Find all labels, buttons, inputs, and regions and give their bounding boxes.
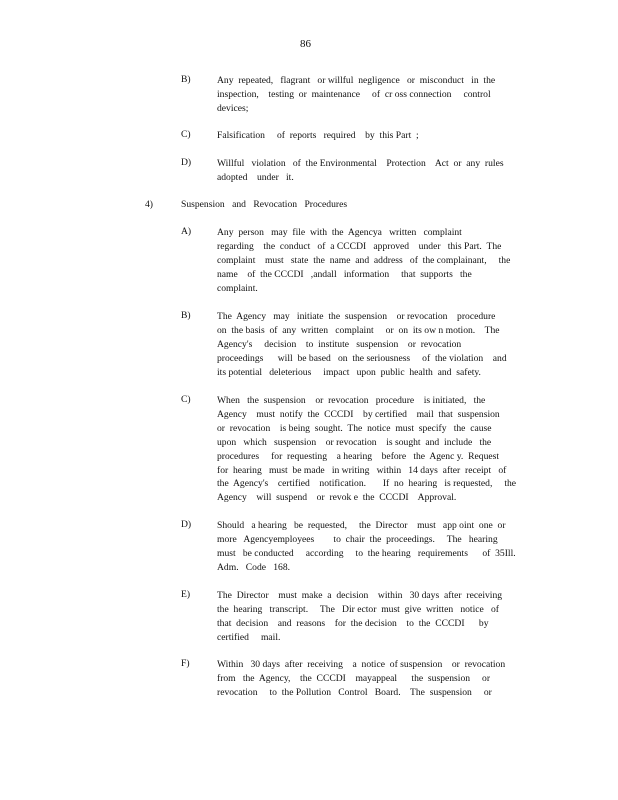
item-text [217,519,537,575]
text-line: Falsification of reports required by this Part ; [217,130,419,141]
item-text [217,589,537,645]
text-line: complaint must state the name and address of the complainant, the [217,254,511,266]
item-label: A) [181,226,192,237]
text-line: devices; [217,102,249,114]
text-line: from the Agency, the CCCDI mayappeal the suspension or [217,672,491,684]
text-line: the hearing transcript. The Dir ector must give written notice of [217,603,499,615]
text-line: its potential deleterious impact upon public health and safety. [217,366,481,378]
text-line: inspection, testing or maintenance of cr oss connection control [217,88,491,100]
item-label: C) [181,394,191,405]
item-text [217,310,537,380]
item-text [217,157,537,185]
text-line: Any repeated, flagrant or willful negligence or misconduct in the [217,75,496,86]
section-title: Suspension and Revocation Procedures [181,199,348,210]
text-line: the Agency's certified notification. If no hearing is requested, the [217,478,517,490]
item-text [217,658,537,700]
item-text [217,226,537,296]
section-label: 4) [145,199,153,210]
text-line: more Agencyemployees to chair the proceedings. The hearing [217,533,498,545]
text-line: complaint. [217,282,258,294]
item-label: B) [181,74,191,85]
text-line: The Director must make a decision within 30 days after receiving [217,590,503,601]
text-line: must be conducted according to the hearing requirements of 35Ill. [217,547,516,559]
text-line: for hearing must be made in writing within 14 days after receipt of [217,464,507,476]
text-line: upon which suspension or revocation is sought and include the [217,436,492,448]
text-line: regarding the conduct of a CCCDI approved under this Part. The [217,240,502,252]
text-line: Agency's decision to institute suspension or revocation [217,338,462,350]
text-line: that decision and reasons for the decision to the CCCDI by [217,617,489,629]
text-line: certified mail. [217,631,281,643]
text-line: or revocation is being sought. The notice must specify the cause [217,422,492,434]
item-label: F) [181,658,190,669]
text-line: Willful violation of the Environmental Protection Act or any rules [217,158,504,169]
text-line: proceedings will be based on the seriousness of the violation and [217,352,507,364]
text-line: Adm. Code 168. [217,561,291,573]
text-line: The Agency may initiate the suspension or revocation procedure [217,311,496,322]
text-line: name of the CCCDI ,andall information that supports the [217,268,472,280]
text-line: Agency must notify the CCCDI by certified mail that suspension [217,408,500,420]
item-label: D) [181,519,192,530]
item-text [217,394,537,505]
text-line: When the suspension or revocation procedure is initiated, the [217,395,486,406]
text-line: Should a hearing be requested, the Director must app oint one or [217,520,506,531]
text-line: Agency will suspend or revok e the CCCDI Approval. [217,492,457,504]
text-line: Within 30 days after receiving a notice of suspension or revocation [217,659,506,670]
item-label: B) [181,310,191,321]
item-text [217,129,537,143]
text-line: procedures for requesting a hearing before the Agenc y. Request [217,450,500,462]
item-label: D) [181,157,192,168]
text-line: revocation to the Pollution Control Board. The suspension or [217,686,492,698]
text-line: adopted under it. [217,171,294,183]
item-label: E) [181,589,191,600]
item-label: C) [181,129,191,140]
text-line: Any person may file with the Agencya written complaint [217,227,462,238]
text-line: on the basis of any written complaint or on its ow n motion. The [217,324,500,336]
item-text [217,74,537,116]
page-number: 86 [300,38,311,50]
